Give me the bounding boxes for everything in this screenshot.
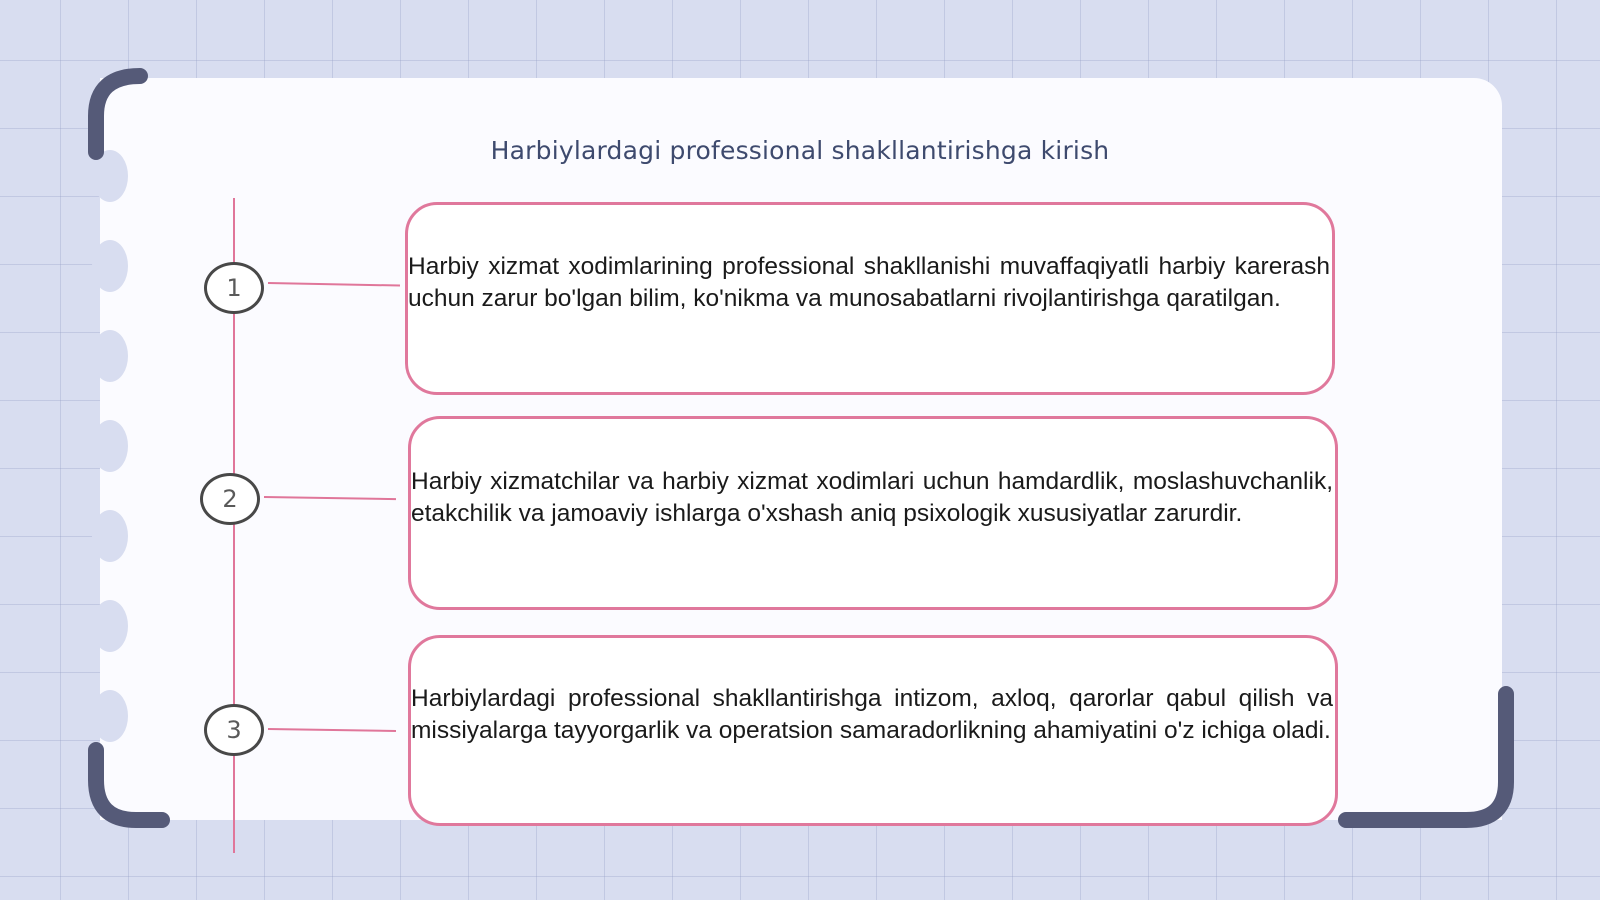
- info-card-2-text: Harbiy xizmatchilar va harbiy xizmat xodimlari uchun hamdardlik, moslashuvchanlik, etakchilik va jamoaviy ishlarga o'xshash aniq psixologik xususiyatlar zarurdir.: [411, 468, 1333, 527]
- step-number-1: 1: [204, 262, 264, 314]
- paper-scallop: [92, 600, 128, 652]
- paper-scallop: [92, 690, 128, 742]
- paper-scallop: [92, 240, 128, 292]
- paper-scallop: [92, 150, 128, 202]
- step-number-3: 3: [204, 704, 264, 756]
- paper-scallop: [92, 330, 128, 382]
- page-title: Harbiylardagi professional shakllantirishga kirish: [490, 136, 1110, 165]
- paper-scallop: [92, 510, 128, 562]
- info-card-3-text: Harbiylardagi professional shakllantirishga intizom, axloq, qarorlar qabul qilish va missiyalarga tayyorgarlik va operatsion samaradorlikning ahamiyatini o'z ichiga oladi.: [411, 685, 1333, 744]
- info-card-1-text: Harbiy xizmat xodimlarining professional shakllanishi muvaffaqiyatli harbiy karerash uchun zarur bo'lgan bilim, ko'nikma va munosabatlarni rivojlantirishga qaratilgan.: [408, 253, 1330, 312]
- paper-scallop: [92, 420, 128, 472]
- step-number-2: 2: [200, 473, 260, 525]
